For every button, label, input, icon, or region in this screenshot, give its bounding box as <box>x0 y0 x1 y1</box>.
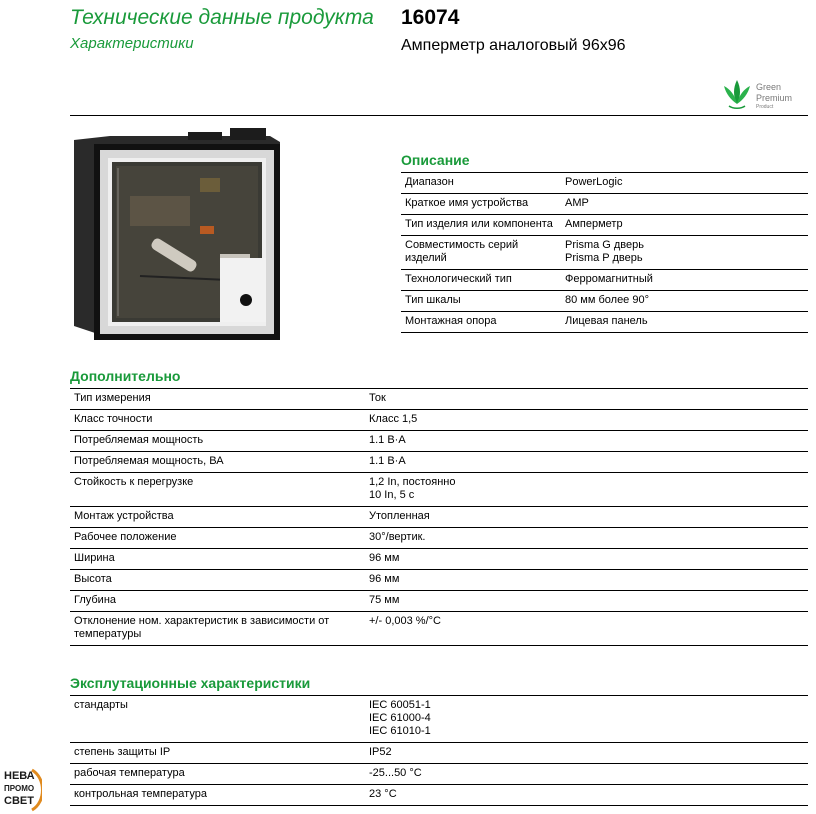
row-value: Ток <box>365 389 808 410</box>
row-key: Монтажная опора <box>401 312 561 333</box>
row-key: Отклонение ном. характеристик в зависимости от температуры <box>70 612 365 646</box>
row-value: Амперметр <box>561 215 808 236</box>
row-value: 1,2 In, постоянно 10 In, 5 с <box>365 473 808 507</box>
row-key: Потребляемая мощность, ВА <box>70 452 365 473</box>
row-key: Технологический тип <box>401 270 561 291</box>
row-value: 96 мм <box>365 549 808 570</box>
row-key: Стойкость к перегрузке <box>70 473 365 507</box>
row-key: Краткое имя устройства <box>401 194 561 215</box>
table-row <box>70 591 808 612</box>
row-value: Класс 1,5 <box>365 410 808 431</box>
table-row <box>401 270 808 291</box>
leaf-icon <box>721 76 753 110</box>
badge-line1: НЕВА <box>4 770 35 782</box>
row-key: Тип изделия или компонента <box>401 215 561 236</box>
logo-line1: Green <box>756 82 782 92</box>
page-subtitle: Характеристики <box>70 35 194 52</box>
row-key: Класс точности <box>70 410 365 431</box>
row-value: 96 мм <box>365 570 808 591</box>
header-divider <box>70 115 808 116</box>
additional-table <box>70 388 808 646</box>
table-row <box>401 312 808 333</box>
description-table <box>401 172 808 333</box>
row-value: PowerLogic <box>561 173 808 194</box>
row-value: Утопленная <box>365 507 808 528</box>
row-value: 75 мм <box>365 591 808 612</box>
row-value: 1.1 В·А <box>365 431 808 452</box>
table-row <box>401 173 808 194</box>
table-row <box>401 194 808 215</box>
additional-title: Дополнительно <box>70 368 181 384</box>
row-key: Совместимость серий изделий <box>401 236 561 270</box>
row-key: Ширина <box>70 549 365 570</box>
product-number: 16074 <box>401 6 460 29</box>
badge-line3: СВЕТ <box>4 795 34 807</box>
description-title: Описание <box>401 152 470 168</box>
operational-title: Эксплутационные характеристики <box>70 675 311 691</box>
table-row <box>70 528 808 549</box>
table-row <box>70 570 808 591</box>
row-value: Лицевая панель <box>561 312 808 333</box>
neva-promo-svet-logo <box>2 768 42 812</box>
row-value: -25...50 °C <box>365 764 808 785</box>
logo-line3: Product <box>756 104 774 110</box>
row-key: Монтаж устройства <box>70 507 365 528</box>
badge-line2: ПРОМО <box>4 784 35 793</box>
row-key: Потребляемая мощность <box>70 431 365 452</box>
row-key: контрольная температура <box>70 785 365 806</box>
product-name: Амперметр аналоговый 96x96 <box>401 37 626 54</box>
operational-table <box>70 695 808 806</box>
table-row <box>70 549 808 570</box>
green-premium-logo <box>721 76 813 112</box>
table-row <box>401 291 808 312</box>
row-value: Ферромагнитный <box>561 270 808 291</box>
row-key: Тип шкалы <box>401 291 561 312</box>
row-value: 80 мм более 90° <box>561 291 808 312</box>
table-row <box>70 389 808 410</box>
page-title: Технические данные продукта <box>70 6 374 29</box>
row-value: IP52 <box>365 743 808 764</box>
row-key: Тип измерения <box>70 389 365 410</box>
product-photo <box>70 126 282 344</box>
table-row <box>70 452 808 473</box>
row-key: степень защиты IP <box>70 743 365 764</box>
row-key: Высота <box>70 570 365 591</box>
row-value: +/- 0,003 %/°C <box>365 612 808 646</box>
logo-line2: Premium <box>756 93 793 103</box>
row-value: IEC 60051-1 IEC 61000-4 IEC 61010-1 <box>365 696 808 743</box>
table-row <box>70 696 808 743</box>
row-key: стандарты <box>70 696 365 743</box>
table-row <box>70 410 808 431</box>
row-key: рабочая температура <box>70 764 365 785</box>
table-row <box>70 612 808 646</box>
table-row <box>70 785 808 806</box>
row-key: Рабочее положение <box>70 528 365 549</box>
table-row <box>401 236 808 270</box>
table-row <box>401 215 808 236</box>
table-row <box>70 743 808 764</box>
row-key: Глубина <box>70 591 365 612</box>
table-row <box>70 507 808 528</box>
table-row <box>70 473 808 507</box>
row-key: Диапазон <box>401 173 561 194</box>
table-row <box>70 431 808 452</box>
row-value: AMP <box>561 194 808 215</box>
table-row <box>70 764 808 785</box>
row-value: 23 °C <box>365 785 808 806</box>
row-value: Prisma G дверь Prisma P дверь <box>561 236 808 270</box>
row-value: 1.1 В·А <box>365 452 808 473</box>
row-value: 30°/вертик. <box>365 528 808 549</box>
